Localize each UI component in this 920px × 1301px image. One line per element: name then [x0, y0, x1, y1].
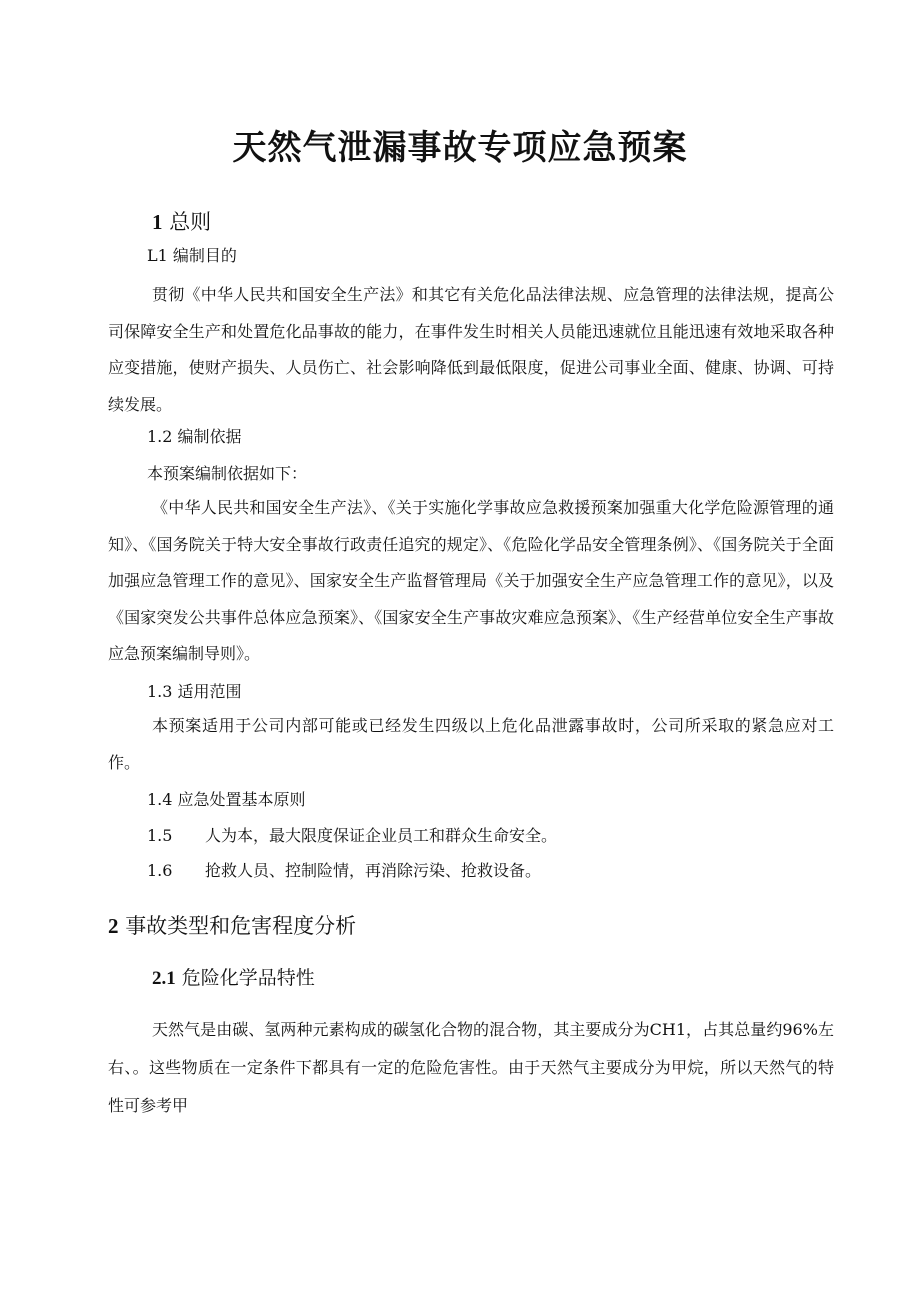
- subsection-1-4: 1.4 应急处置基本原则: [147, 790, 306, 809]
- subsection-1-3: 1.3 适用范围: [147, 682, 242, 701]
- subsection-2-1-title: 危险化学品特性: [181, 967, 315, 989]
- paragraph-scope: 本预案适用于公司内部可能或已经发生四级以上危化品泄露事故时，公司所采取的紧急应对工作。: [108, 716, 834, 772]
- subsection-2-1-heading: [152, 963, 315, 990]
- subsection-2-1-number: 2.1: [152, 968, 176, 989]
- list-item-1-5: [147, 818, 557, 854]
- section-1-title: 总则: [169, 210, 212, 234]
- list-item-1-5-number: 1.5: [147, 826, 173, 845]
- section-2-heading: [108, 910, 356, 940]
- section-1-heading: [152, 206, 211, 236]
- list-item-1-6-text: 抢救人员、控制险情，再消除污染、抢救设备。: [205, 861, 542, 880]
- paragraph-purpose: 贯彻《中华人民共和国安全生产法》和其它有关危化品法律法规、应急管理的法律法规，提高公司保障安全生产和处置危化品事故的能力，在事件发生时相关人员能迅速就位且能迅速有效地采取各种应变措施，使财产损失、人员伤亡、社会影响降低到最低限度，促进公司事业全面、健康、协调、可持续发展。: [108, 285, 834, 414]
- list-item-1-5-text: 人为本，最大限度保证企业员工和群众生命安全。: [205, 826, 558, 845]
- subsection-1-2: 1.2 编制依据: [147, 427, 242, 446]
- subsection-1-1: L1 编制目的: [147, 246, 237, 265]
- section-1-number: 1: [152, 210, 163, 234]
- paragraph-gas-properties: 天然气是由碳、氢两种元素构成的碳氢化合物的混合物，其主要成分为CH1，占其总量约96%左右、。这些物质在一定条件下都具有一定的危险危害性。由于天然气主要成分为甲烷，所以天然气的特性可参考甲: [108, 1020, 834, 1115]
- section-2-title: 事故类型和危害程度分析: [125, 914, 357, 938]
- document-title: 天然气泄漏事故专项应急预案: [232, 128, 688, 168]
- list-item-1-6-number: 1.6: [147, 861, 173, 880]
- paragraph-basis-intro: 本预案编制依据如下：: [147, 464, 308, 483]
- section-2-number: 2: [108, 914, 119, 938]
- paragraph-basis-list: 《中华人民共和国安全生产法》、《关于实施化学事故应急救援预案加强重大化学危险源管理的通知》、《国务院关于特大安全事故行政责任追究的规定》、《危险化学品安全管理条例》、《国务院关于全面加强应急管理工作的意见》、国家安全生产监督管理局《关于加强安全生产应急管理工作的意见》，以及《国家突发公共事件总体应急预案》、《国家安全生产事故灾难应急预案》、《生产经营单位安全生产事故应急预案编制导则》。: [108, 498, 834, 663]
- list-item-1-6: [147, 853, 541, 889]
